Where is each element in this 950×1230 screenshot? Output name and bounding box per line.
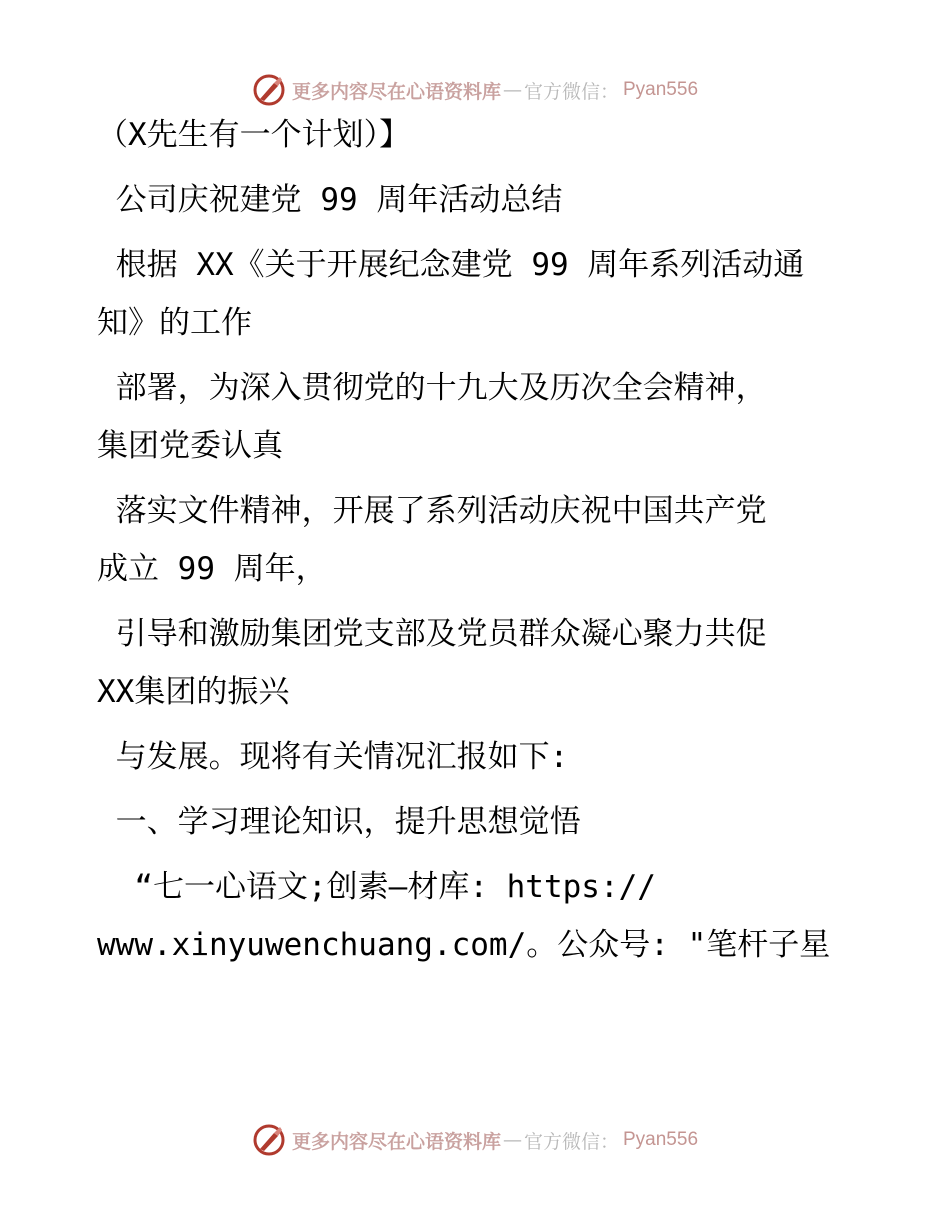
section-heading [97,805,857,840]
paragraph [97,494,857,587]
watermark-id: Pyan556 [623,1129,699,1150]
text-line: 与发展。现将有关情况汇报如下: [97,739,569,775]
text-line: 一、学习理论知识，提升思想觉悟 [97,804,581,840]
text-line: 落实文件精神，开展了系列活动庆祝中国共产党 [97,493,767,529]
watermark-brand: 更多内容尽在心语资料库 [291,80,501,103]
watermark-footer [0,1120,950,1160]
text-line: （X先生有一个计划）】 [97,117,411,153]
watermark-id: Pyan556 [623,79,699,100]
text-line: 引导和激励集团党支部及党员群众凝心聚力共促 [97,616,767,652]
pen-logo-icon [252,1123,286,1157]
text-line: 公司庆祝建党 99 周年活动总结 [97,182,563,218]
watermark-official: 官方微信： [523,80,619,103]
watermark-header [0,70,950,110]
watermark-brand: 更多内容尽在心语资料库 [291,1130,501,1153]
text-line: 成立 99 周年， [97,551,327,587]
text-line: www.xinyuwenchuang.com/。公众号: "笔杆子星 [97,927,831,963]
document-title [97,183,857,218]
watermark-dash: — [502,79,522,101]
paragraph [97,371,857,464]
paragraph-website [97,870,857,963]
text-line: “七一心语文;创素—材库: https:// [97,869,656,905]
paragraph-plan [97,118,857,153]
text-line: XX集团的振兴 [97,674,290,710]
text-line: 知》的工作 [97,305,252,341]
document-body [97,118,857,993]
text-line: 部署，为深入贯彻党的十九大及历次全会精神， [97,370,767,406]
paragraph [97,617,857,710]
text-line: 根据 XX《关于开展纪念建党 99 周年系列活动通 [97,247,805,283]
watermark-official: 官方微信： [523,1130,619,1153]
pen-logo-icon [252,73,286,107]
text-line: 集团党委认真 [97,428,283,464]
watermark-dash: — [502,1129,522,1151]
paragraph [97,248,857,341]
paragraph [97,740,857,775]
